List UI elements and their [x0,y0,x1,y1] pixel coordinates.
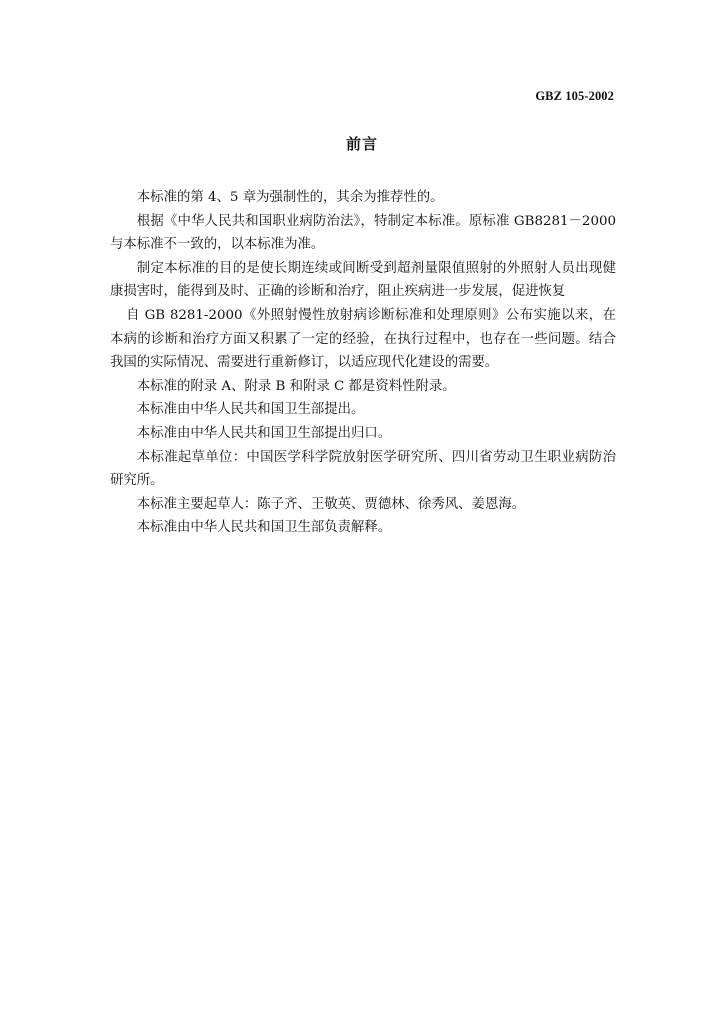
paragraph: 根据《中华人民共和国职业病防治法》，特制定本标准。原标准 GB8281－2000 与本标准不一致的，以本标准为准。 [110,213,616,253]
paragraph: 本标准的第 4、5 章为强制性的，其余为推荐性的。 [136,190,444,205]
paragraph: 本标准由中华人民共和国卫生部负责解释。 [136,520,392,536]
paragraph: 本标准由中华人民共和国卫生部提出归口。 [136,425,392,441]
foreword-body [110,186,616,540]
paragraph: 本标准主要起草人：陈子齐、王敬英、贾德林、徐秀风、姜恩海。 [136,496,526,512]
paragraph: 自 GB 8281-2000《外照射慢性放射病诊断标准和处理原则》公布实施以来，在本病的诊断和治疗方面又积累了一定的经验，在执行过程中，也存在一些问题。结合我国的实际情况、需要进行重新修订，以适应现代化建设的需要。 [110,307,616,371]
paragraph: 本标准起草单位：中国医学科学院放射医学研究所、四川省劳动卫生职业病防治研究所。 [110,449,616,489]
paragraph: 本标准由中华人民共和国卫生部提出。 [136,402,365,418]
page-title: 前言 [345,135,378,153]
standard-code: GBZ 105-2002 [535,89,614,103]
paragraph: 制定本标准的目的是使长期连续或间断受到超剂量限值照射的外照射人员出现健康损害时，能得到及时、正确的诊断和治疗，阻止疾病进一步发展，促进恢复 [110,260,616,300]
paragraph: 本标准的附录 A、附录 B 和附录 C 都是资料性附录。 [136,378,456,394]
